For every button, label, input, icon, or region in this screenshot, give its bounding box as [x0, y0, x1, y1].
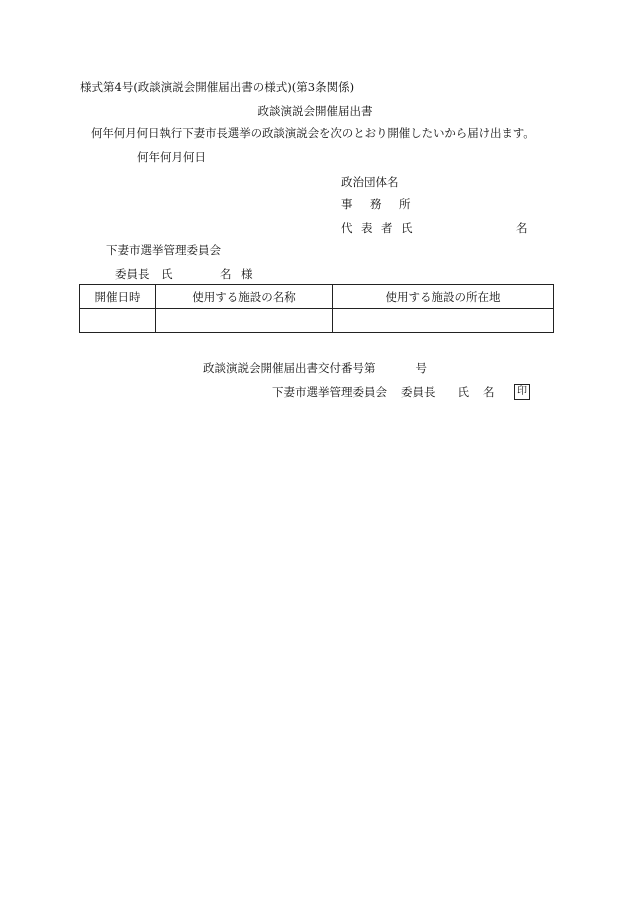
office-label: [341, 197, 411, 211]
cell-datetime: [80, 309, 156, 333]
table-header-row: [80, 285, 554, 309]
representative-label-char: 氏: [401, 221, 413, 235]
document-title: 政談演説会開催届出書: [257, 104, 373, 118]
addressee-person-suffix: [220, 267, 262, 281]
issuer-name-label-char: 名: [483, 385, 495, 399]
header-datetime: 開催日時: [80, 285, 156, 309]
cell-facility-name: [156, 309, 333, 333]
notification-body-text: 何年何月何日執行下妻市長選挙の政談演説会を次のとおり開催したいから届け出ます。: [91, 126, 535, 140]
issuer-organization: 下妻市選挙管理委員会: [272, 385, 387, 399]
representative-label-char: 表: [361, 221, 373, 235]
political-group-name-label: 政治団体名: [341, 175, 399, 189]
form-number: 様式第4号(政談演説会開催届出書の様式)(第3条関係): [80, 80, 355, 94]
issue-number-prefix: 政談演説会開催届出書交付番号第: [203, 361, 376, 375]
header-facility-address: 使用する施設の所在地: [333, 285, 554, 309]
office-label-char: 務: [370, 197, 382, 211]
issuer-name-label-char: 氏: [457, 385, 469, 399]
representative-label-char: 者: [381, 221, 393, 235]
issue-number-line: [203, 361, 427, 375]
addressee-person-prefix: 委員長 氏: [115, 267, 173, 281]
seal-mark: 印: [514, 384, 530, 400]
representative-label: [341, 221, 421, 235]
issuer-position: 委員長: [401, 385, 436, 399]
representative-label-char: 代: [341, 221, 353, 235]
addressee-suffix-char: 様: [241, 267, 253, 281]
office-label-char: 所: [399, 197, 411, 211]
addressee-organization: 下妻市選挙管理委員会: [106, 243, 221, 257]
issue-number-suffix: 号: [415, 361, 427, 375]
header-facility-name: 使用する施設の名称: [156, 285, 333, 309]
addressee-suffix-char: 名: [220, 267, 232, 281]
office-label-char: 事: [341, 197, 353, 211]
issuer-line: [272, 385, 495, 399]
cell-facility-address: [333, 309, 554, 333]
date-line: 何年何月何日: [137, 150, 206, 164]
meeting-facility-table: [79, 284, 554, 333]
representative-name-suffix: 名: [516, 221, 528, 235]
table-row: [80, 309, 554, 333]
